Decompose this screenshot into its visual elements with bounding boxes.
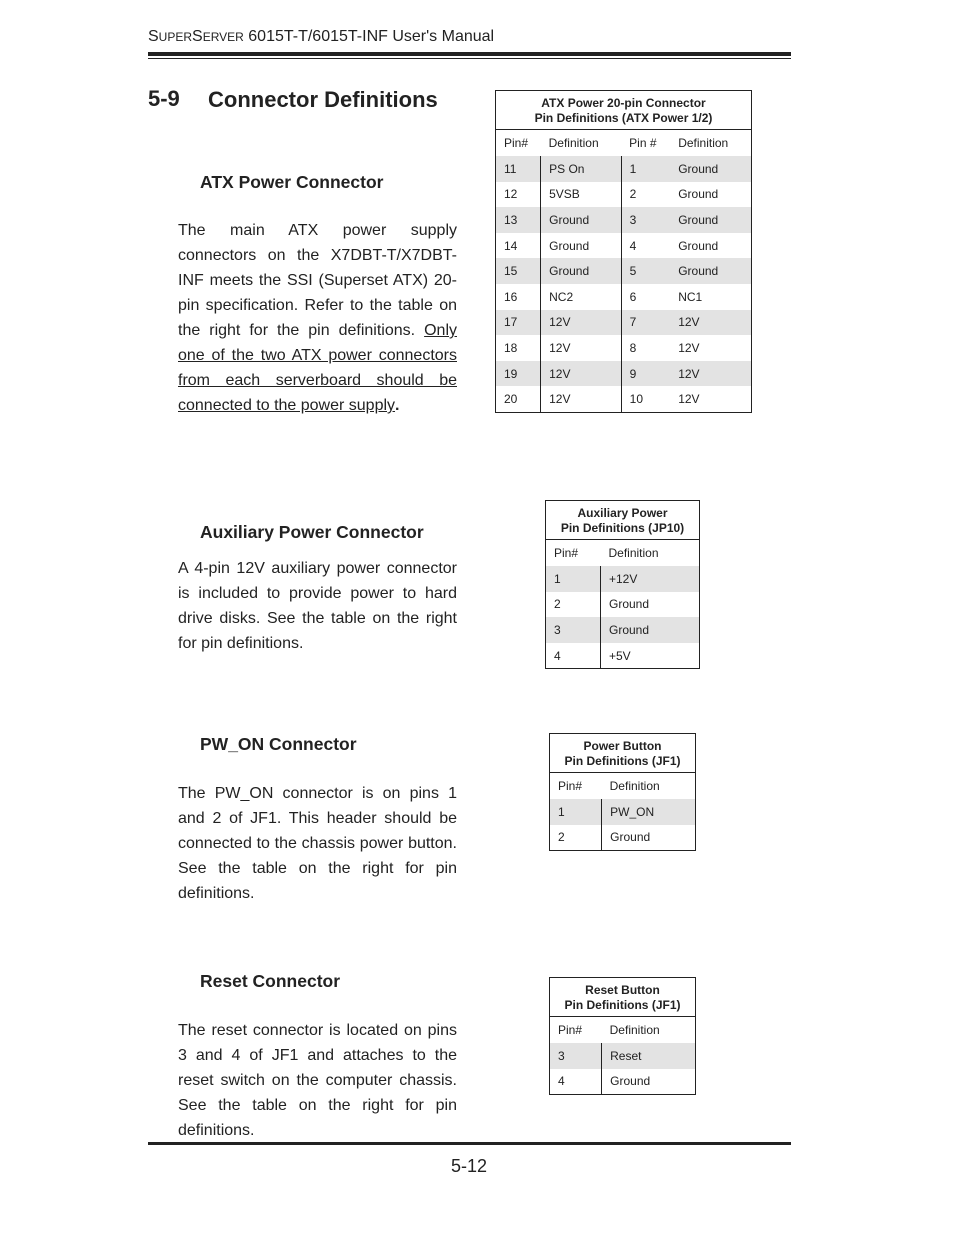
table-cell: 4 <box>550 1069 602 1095</box>
aux-pin-table <box>545 500 700 669</box>
table-row <box>546 592 700 618</box>
pwon-pin-table <box>549 733 696 851</box>
column-header: Pin # <box>629 136 657 150</box>
table-cell: Ground <box>610 1074 651 1089</box>
table-cell: 15 <box>496 258 541 284</box>
table-cell: Ground <box>610 830 651 845</box>
pwon-heading: PW_ON Connector <box>200 734 357 754</box>
table-cell: 2 <box>546 592 601 618</box>
table-cell: 12V <box>670 310 751 336</box>
table-cell: +5V <box>609 648 631 663</box>
column-header: Pin# <box>504 136 529 150</box>
table-cell: 2 <box>550 825 602 851</box>
column-header: Pin# <box>558 779 583 793</box>
section-title: Connector Definitions <box>208 87 438 112</box>
table-cell: NC2 <box>541 284 622 310</box>
caption-line: Pin Definitions (ATX Power 1/2) <box>534 111 713 125</box>
running-header <box>148 28 494 46</box>
table-cell: 1 <box>546 566 601 592</box>
table-cell: Ground <box>670 258 751 284</box>
header-rule <box>148 52 791 56</box>
aux-heading: Auxiliary Power Connector <box>200 522 424 542</box>
table-cell: 14 <box>496 233 541 259</box>
table-cell: Reset <box>602 1043 696 1069</box>
table-row <box>550 799 696 825</box>
table-cell: 12V <box>670 361 751 387</box>
atx-body-end: . <box>395 397 400 414</box>
table-cell: 8 <box>629 340 637 355</box>
table-cell: 11 <box>496 156 541 182</box>
table-cell: 12V <box>541 386 622 412</box>
header-text: ERVER <box>202 30 244 44</box>
table-cell: 13 <box>496 207 541 233</box>
table-cell: 6 <box>629 289 637 304</box>
table-cell: Ground <box>670 156 751 182</box>
column-header: Definition <box>609 779 660 793</box>
caption-line: ATX Power 20-pin Connector <box>541 96 706 110</box>
table-cell: 3 <box>621 207 670 233</box>
table-cell: 20 <box>496 386 541 412</box>
table-cell: 12V <box>678 340 700 355</box>
table-cell: Ground <box>541 207 622 233</box>
column-header: Definition <box>609 1023 660 1037</box>
caption-line: Power Button <box>583 739 662 753</box>
table-row <box>546 617 700 643</box>
table-row <box>496 233 752 259</box>
table-row <box>496 207 752 233</box>
atx-paragraph <box>178 218 457 418</box>
table-cell: 9 <box>621 361 670 387</box>
table-cell: Ground <box>541 258 622 284</box>
header-text: 6015T-T/6015T-INF User's Manual <box>243 28 495 45</box>
table-row <box>496 156 752 182</box>
table-row <box>496 386 752 412</box>
atx-pin-table <box>495 90 752 413</box>
table-cell: NC1 <box>678 289 703 304</box>
caption-line: Pin Definitions (JF1) <box>564 998 681 1012</box>
table-cell: Ground <box>670 207 751 233</box>
header-text: S <box>148 28 159 45</box>
table-cell: 12V <box>678 392 700 407</box>
table-cell: 3 <box>546 617 601 643</box>
table-cell: 3 <box>550 1043 602 1069</box>
table-cell: 17 <box>496 310 541 336</box>
table-cell: 10 <box>629 392 644 407</box>
atx-body-text: The main ATX power supply connectors on the X7DBT-T/X7DBT-INF meets the SSI (Superset ATX) 20-pin specification. Refer to the table on the right for the pin definitions. <box>178 222 457 339</box>
table-cell: Ground <box>609 597 650 612</box>
page-number: 5-12 <box>451 1156 488 1176</box>
table-row <box>550 1043 696 1069</box>
table-cell: 19 <box>496 361 541 387</box>
table-cell: 1 <box>621 156 670 182</box>
table-row <box>550 825 696 851</box>
column-header: Definition <box>608 546 659 560</box>
column-header: Pin# <box>554 546 579 560</box>
table-row <box>496 310 752 336</box>
table-cell: 12V <box>541 361 622 387</box>
atx-heading: ATX Power Connector <box>200 172 384 192</box>
header-rule-thin <box>148 58 791 59</box>
caption-line: Reset Button <box>585 983 660 997</box>
table-cell: 4 <box>629 238 637 253</box>
section-number: 5-9 <box>148 86 180 111</box>
reset-paragraph: The reset connector is located on pins 3 and 4 of JF1 and attaches to the reset switch on the computer chassis. See the table on the right for pin definitions. <box>178 1022 457 1139</box>
column-header: Definition <box>548 136 599 150</box>
table-cell: 5VSB <box>541 182 622 208</box>
table-caption <box>550 978 696 1017</box>
table-cell: Ground <box>601 617 700 643</box>
table-caption <box>546 501 700 540</box>
column-header: Pin# <box>558 1023 583 1037</box>
caption-line: Pin Definitions (JF1) <box>564 754 681 768</box>
table-row <box>496 284 752 310</box>
table-cell: PW_ON <box>602 799 696 825</box>
table-caption <box>550 734 696 773</box>
caption-line: Pin Definitions (JP10) <box>560 521 685 535</box>
table-cell: 2 <box>629 187 637 202</box>
table-row <box>550 1069 696 1095</box>
table-row <box>546 643 700 669</box>
table-cell: 4 <box>546 643 601 669</box>
atx-body-underlined: Only one of the two ATX power connectors from each serverboard should be connected to the power supply <box>178 322 457 414</box>
table-cell: 16 <box>496 284 541 310</box>
footer-rule <box>148 1142 791 1145</box>
reset-pin-table <box>549 977 696 1095</box>
table-row <box>496 258 752 284</box>
aux-paragraph: A 4-pin 12V auxiliary power connector is included to provide power to hard drive disks. See the table on the right for pin definitions. <box>178 560 457 652</box>
table-cell: Ground <box>678 187 719 202</box>
header-text: S <box>192 28 203 45</box>
table-cell: Ground <box>541 233 622 259</box>
table-cell: PS On <box>541 156 622 182</box>
caption-line: Auxiliary Power <box>577 506 668 520</box>
table-cell: 1 <box>550 799 602 825</box>
table-cell: 7 <box>621 310 670 336</box>
table-row <box>496 182 752 208</box>
table-cell: +12V <box>601 566 700 592</box>
pwon-paragraph: The PW_ON connector is on pins 1 and 2 of JF1. This header should be connected to the chassis power button. See the table on the right for pin definitions. <box>178 785 457 902</box>
table-row <box>496 361 752 387</box>
reset-heading: Reset Connector <box>200 971 341 991</box>
table-row <box>496 335 752 361</box>
table-cell: 5 <box>621 258 670 284</box>
table-cell: 12V <box>541 310 622 336</box>
header-text: UPER <box>158 30 193 44</box>
column-header: Definition <box>678 136 729 150</box>
table-row <box>546 566 700 592</box>
table-caption <box>496 91 752 130</box>
table-cell: 12 <box>496 182 541 208</box>
table-cell: Ground <box>678 238 719 253</box>
table-cell: 12V <box>541 335 622 361</box>
table-cell: 18 <box>496 335 541 361</box>
